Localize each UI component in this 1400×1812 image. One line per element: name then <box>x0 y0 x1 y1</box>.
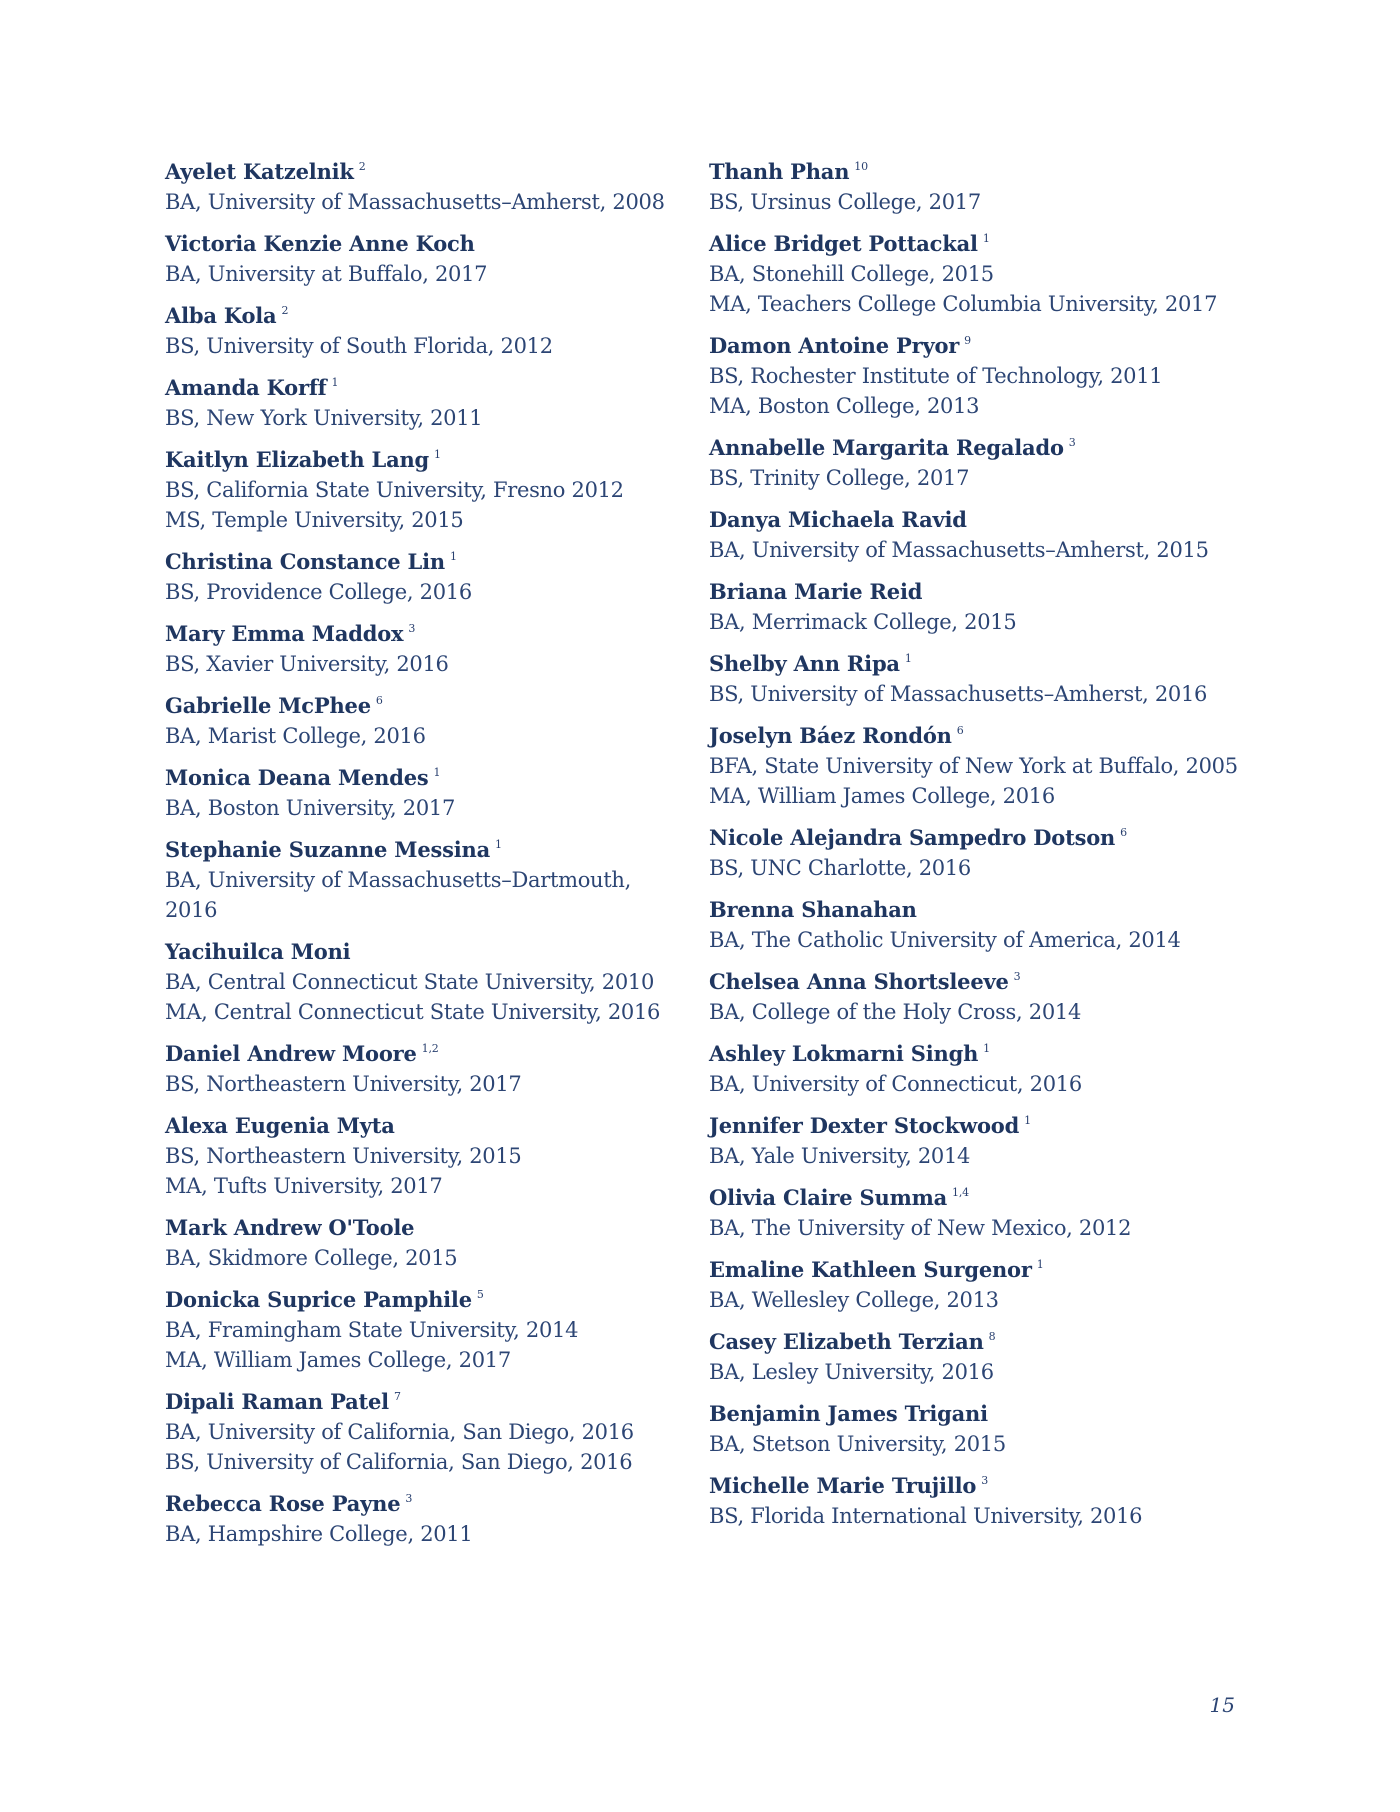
page-number: 15 <box>1209 1693 1235 1717</box>
degree-line: BA, University of California, San Diego, 2016 <box>165 1420 634 1444</box>
degree-line: BA, University of Massachusetts–Dartmouth, 2016 <box>165 868 632 922</box>
graduate-name-text: Mark Andrew O'Toole <box>165 1215 415 1240</box>
degree-line: BA, Marist College, 2016 <box>165 724 426 748</box>
graduate-name <box>165 1387 685 1417</box>
graduate-name-text: Casey Elizabeth Terzian <box>709 1329 984 1354</box>
graduate-entry <box>709 229 1269 319</box>
graduate-name-text: Gabrielle McPhee <box>165 693 371 718</box>
footnote-marker: 2 <box>281 304 289 317</box>
graduate-name <box>165 619 685 649</box>
degree-line: BS, Northeastern University, 2017 <box>165 1072 522 1096</box>
graduate-name-text: Ayelet Katzelnik <box>165 159 354 184</box>
graduate-name <box>165 1285 685 1315</box>
graduate-name <box>709 157 1269 187</box>
graduate-name-text: Jennifer Dexter Stockwood <box>709 1113 1020 1138</box>
graduate-name-text: Mary Emma Maddox <box>165 621 404 646</box>
footnote-marker: 1 <box>1036 1258 1044 1271</box>
degree-line: BA, University of Massachusetts–Amherst, 2008 <box>165 190 665 214</box>
graduate-entry <box>165 547 685 607</box>
degree-line: MA, Boston College, 2013 <box>709 394 980 418</box>
degree-line: BA, Framingham State University, 2014 <box>165 1318 579 1342</box>
right-column <box>709 157 1269 1543</box>
graduate-name <box>709 1111 1269 1141</box>
graduate-entry <box>709 649 1269 709</box>
degree-line: BA, Stetson University, 2015 <box>709 1432 1006 1456</box>
degree-line: BA, The University of New Mexico, 2012 <box>709 1216 1132 1240</box>
degree-line: BA, Hampshire College, 2011 <box>165 1522 473 1546</box>
graduate-name-text: Kaitlyn Elizabeth Lang <box>165 447 430 472</box>
graduate-entry <box>709 721 1269 811</box>
footnote-marker: 1,2 <box>421 1042 439 1055</box>
degree-line: MA, Teachers College Columbia University, 2017 <box>709 292 1218 316</box>
degree-line: BA, Stonehill College, 2015 <box>709 262 994 286</box>
degree-line: MA, William James College, 2017 <box>165 1348 511 1372</box>
graduate-name <box>709 967 1269 997</box>
graduate-entry <box>165 157 685 217</box>
graduate-name <box>165 1039 685 1069</box>
graduate-entry <box>709 1327 1269 1387</box>
footnote-marker: 5 <box>476 1288 484 1301</box>
footnote-marker: 1 <box>434 448 441 461</box>
degree-line: BS, University of Massachusetts–Amherst, 2016 <box>709 682 1208 706</box>
footnote-marker: 1 <box>449 550 457 563</box>
graduate-entry <box>709 967 1269 1027</box>
graduate-name-text: Donicka Suprice Pamphile <box>165 1287 472 1312</box>
degree-line: BFA, State University of New York at Buffalo, 2005 <box>709 754 1238 778</box>
graduate-entry <box>709 1471 1269 1531</box>
footnote-marker: 3 <box>1013 970 1021 983</box>
graduate-entry <box>165 229 685 289</box>
graduate-name <box>165 835 685 865</box>
degree-line: BA, The Catholic University of America, 2014 <box>709 928 1181 952</box>
graduate-name-text: Alexa Eugenia Myta <box>165 1113 395 1138</box>
graduate-name-text: Monica Deana Mendes <box>165 765 429 790</box>
footnote-marker: 10 <box>854 160 868 173</box>
graduate-entry <box>709 895 1269 955</box>
graduate-entry <box>165 937 685 1027</box>
footnote-marker: 3 <box>1068 436 1076 449</box>
graduate-name <box>709 577 1269 607</box>
graduate-name-text: Brenna Shanahan <box>709 897 917 922</box>
graduate-name-text: Michelle Marie Trujillo <box>709 1473 977 1498</box>
graduate-name <box>165 1111 685 1141</box>
degree-line: MS, Temple University, 2015 <box>165 508 464 532</box>
graduate-name-text: Annabelle Margarita Regalado <box>709 435 1064 460</box>
graduate-name-text: Shelby Ann Ripa <box>709 651 900 676</box>
footnote-marker: 6 <box>1120 826 1127 839</box>
degree-line: BS, University of California, San Diego, 2016 <box>165 1450 633 1474</box>
graduate-name <box>709 505 1269 535</box>
degree-line: BS, University of South Florida, 2012 <box>165 334 553 358</box>
graduate-entry <box>709 1039 1269 1099</box>
graduate-entry <box>709 331 1269 421</box>
degree-line: BA, University at Buffalo, 2017 <box>165 262 488 286</box>
graduate-entry <box>165 1285 685 1375</box>
graduate-name-text: Yacihuilca Moni <box>165 939 351 964</box>
graduate-entry <box>165 835 685 925</box>
graduate-name-text: Ashley Lokmarni Singh <box>709 1041 979 1066</box>
degree-line: BA, Wellesley College, 2013 <box>709 1288 999 1312</box>
degree-line: BA, Merrimack College, 2015 <box>709 610 1017 634</box>
graduate-entry <box>709 1183 1269 1243</box>
degree-line: BS, Northeastern University, 2015 <box>165 1144 522 1168</box>
degree-line: MA, William James College, 2016 <box>709 784 1055 808</box>
graduate-name-text: Benjamin James Trigani <box>709 1401 988 1426</box>
graduate-name <box>165 157 685 187</box>
graduate-entry <box>709 433 1269 493</box>
footnote-marker: 1,4 <box>952 1186 969 1199</box>
footnote-marker: 3 <box>405 1492 413 1505</box>
graduate-entry <box>165 373 685 433</box>
footnote-marker: 1 <box>494 838 502 851</box>
graduate-name-text: Danya Michaela Ravid <box>709 507 967 532</box>
degree-line: BS, Xavier University, 2016 <box>165 652 449 676</box>
graduate-entry <box>165 1489 685 1549</box>
graduate-name <box>165 763 685 793</box>
graduate-entry <box>165 619 685 679</box>
footnote-marker: 1 <box>1024 1114 1031 1127</box>
graduate-name <box>709 331 1269 361</box>
degree-line: BA, Lesley University, 2016 <box>709 1360 994 1384</box>
footnote-marker: 3 <box>981 1474 989 1487</box>
footnote-marker: 3 <box>408 622 416 635</box>
graduate-entry <box>165 691 685 751</box>
left-column <box>165 157 685 1561</box>
graduate-name-text: Christina Constance Lin <box>165 549 445 574</box>
graduate-name <box>709 229 1269 259</box>
graduate-entry <box>165 1111 685 1201</box>
graduate-entry <box>165 1387 685 1477</box>
graduate-entry <box>709 157 1269 217</box>
graduate-entry <box>165 301 685 361</box>
footnote-marker: 6 <box>956 724 964 737</box>
graduate-name <box>709 649 1269 679</box>
graduate-name <box>709 1471 1269 1501</box>
graduate-name-text: Olivia Claire Summa <box>709 1185 948 1210</box>
degree-line: BA, Skidmore College, 2015 <box>165 1246 458 1270</box>
graduate-name <box>165 547 685 577</box>
degree-line: BS, Florida International University, 2016 <box>709 1504 1143 1528</box>
graduate-name <box>709 823 1269 853</box>
graduate-name-text: Alba Kola <box>165 303 277 328</box>
graduate-name <box>165 1213 685 1243</box>
degree-line: BA, Boston University, 2017 <box>165 796 456 820</box>
footnote-marker: 1 <box>904 652 912 665</box>
graduate-name <box>165 301 685 331</box>
graduate-entry <box>709 1399 1269 1459</box>
graduate-entry <box>709 505 1269 565</box>
graduate-name <box>165 229 685 259</box>
degree-line: BS, Ursinus College, 2017 <box>709 190 981 214</box>
graduate-name-text: Briana Marie Reid <box>709 579 923 604</box>
graduate-entry <box>709 577 1269 637</box>
graduate-name <box>709 1399 1269 1429</box>
footnote-marker: 1 <box>433 766 441 779</box>
degree-line: BS, California State University, Fresno 2012 <box>165 478 624 502</box>
graduate-name <box>709 721 1269 751</box>
graduate-entry <box>165 445 685 535</box>
graduate-entry <box>165 1213 685 1273</box>
degree-line: BS, UNC Charlotte, 2016 <box>709 856 971 880</box>
graduate-entry <box>709 1111 1269 1171</box>
graduate-name-text: Alice Bridget Pottackal <box>709 231 978 256</box>
graduate-name <box>709 1255 1269 1285</box>
degree-line: BA, University of Connecticut, 2016 <box>709 1072 1082 1096</box>
graduate-name <box>709 1327 1269 1357</box>
degree-line: BA, Yale University, 2014 <box>709 1144 971 1168</box>
graduate-name <box>165 1489 685 1519</box>
graduate-name <box>709 1039 1269 1069</box>
graduate-name-text: Daniel Andrew Moore <box>165 1041 417 1066</box>
degree-line: BS, New York University, 2011 <box>165 406 483 430</box>
footnote-marker: 6 <box>375 694 383 707</box>
footnote-marker: 8 <box>988 1330 996 1343</box>
graduate-name-text: Chelsea Anna Shortsleeve <box>709 969 1009 994</box>
graduate-name <box>165 691 685 721</box>
graduate-name-text: Amanda Korff <box>165 375 327 400</box>
footnote-marker: 1 <box>982 232 990 245</box>
graduate-name-text: Victoria Kenzie Anne Koch <box>165 231 475 256</box>
graduate-entry <box>165 763 685 823</box>
degree-line: BS, Trinity College, 2017 <box>709 466 970 490</box>
degree-line: MA, Tufts University, 2017 <box>165 1174 443 1198</box>
graduate-name-text: Damon Antoine Pryor <box>709 333 960 358</box>
graduate-name-text: Rebecca Rose Payne <box>165 1491 401 1516</box>
degree-line: MA, Central Connecticut State University, 2016 <box>165 1000 661 1024</box>
footnote-marker: 7 <box>393 1390 401 1403</box>
graduate-name <box>165 445 685 475</box>
graduate-entry <box>709 823 1269 883</box>
footnote-marker: 9 <box>964 334 971 347</box>
degree-line: BS, Rochester Institute of Technology, 2011 <box>709 364 1163 388</box>
footnote-marker: 1 <box>331 376 339 389</box>
graduate-name-text: Joselyn Báez Rondón <box>709 723 952 748</box>
graduate-name <box>165 937 685 967</box>
graduate-name-text: Dipali Raman Patel <box>165 1389 389 1414</box>
footnote-marker: 1 <box>983 1042 990 1055</box>
degree-line: BA, University of Massachusetts–Amherst, 2015 <box>709 538 1209 562</box>
graduate-name <box>709 1183 1269 1213</box>
graduate-name <box>709 433 1269 463</box>
graduate-name <box>709 895 1269 925</box>
graduate-name-text: Stephanie Suzanne Messina <box>165 837 490 862</box>
graduate-name-text: Emaline Kathleen Surgenor <box>709 1257 1032 1282</box>
graduate-entry <box>165 1039 685 1099</box>
graduate-name <box>165 373 685 403</box>
graduate-name-text: Thanh Phan <box>709 159 850 184</box>
footnote-marker: 2 <box>358 160 366 173</box>
graduate-entry <box>709 1255 1269 1315</box>
degree-line: BS, Providence College, 2016 <box>165 580 472 604</box>
degree-line: BA, Central Connecticut State University, 2010 <box>165 970 655 994</box>
degree-line: BA, College of the Holy Cross, 2014 <box>709 1000 1082 1024</box>
graduate-name-text: Nicole Alejandra Sampedro Dotson <box>709 825 1116 850</box>
